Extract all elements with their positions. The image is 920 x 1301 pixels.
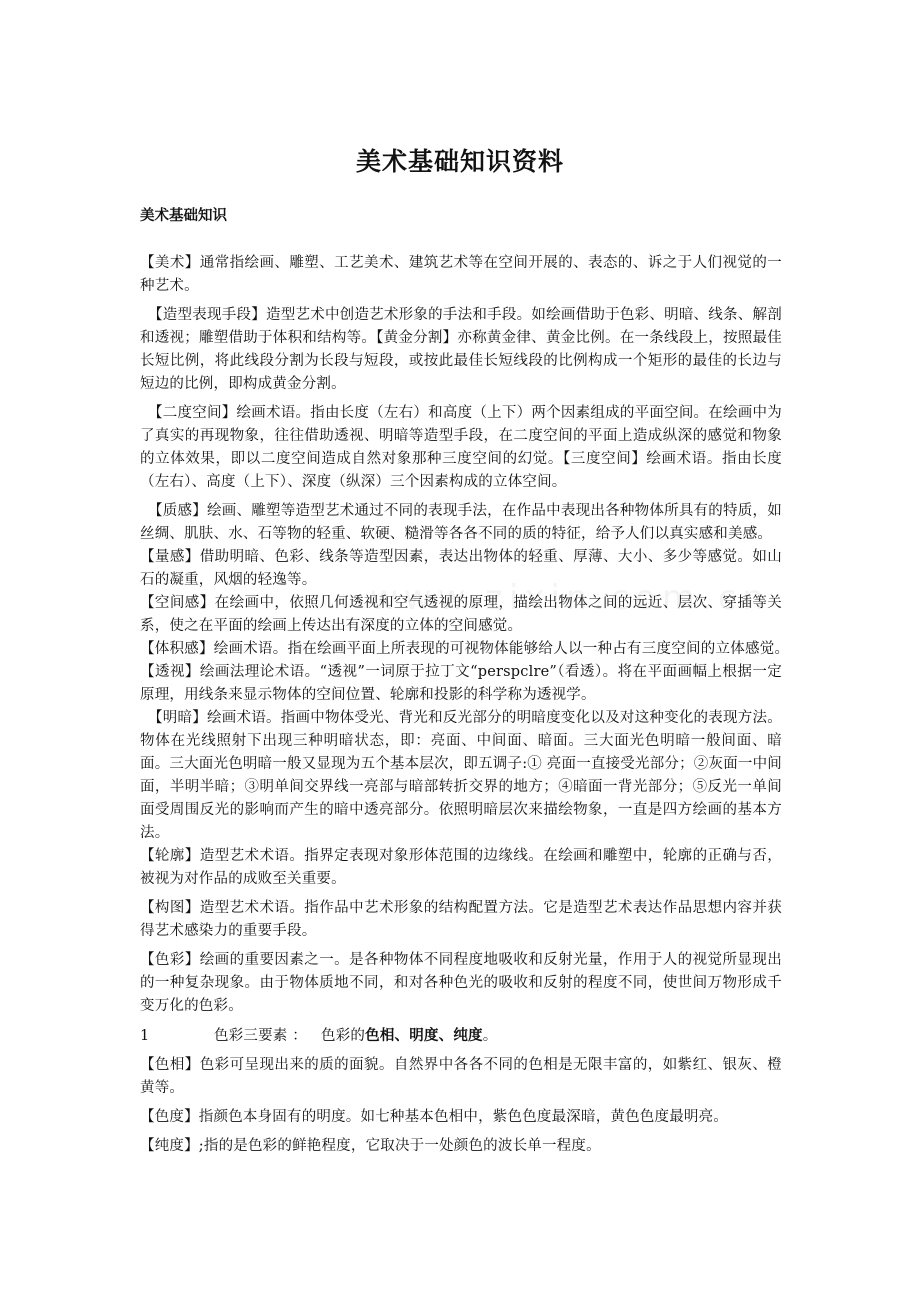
paragraph-lunkuo: 【轮廓】造型艺术术语。指界定表现对象形体范围的边缘线。在绘画和雕塑中，轮廓的正确与否，被视为对作品的成败至关重要。 xyxy=(140,848,782,887)
document-body xyxy=(140,252,797,1158)
paragraph-lianggan: 【量感】借助明暗、色彩、线条等造型因素，表达出物体的轻重、厚薄、大小、多少等感觉。如山石的凝重，风烟的轻逸等。 xyxy=(140,549,782,588)
paragraph-kongjiangan: 【空间感】在绘画中，依照几何透视和空气透视的原理，描绘出物体之间的远近、层次、穿插等关系，使之在平面的绘画上传达出有深度的立体的空间感觉。 xyxy=(140,595,782,634)
list-lead: 色彩的 xyxy=(321,1028,366,1044)
paragraph-sexiang: 【色相】色彩可呈现出来的质的面貌。自然界中各各不同的色相是无限丰富的，如紫红、银灰、橙黄等。 xyxy=(140,1057,782,1096)
paragraph-meishu: 【美术】通常指绘画、雕塑、工艺美术、建筑艺术等在空间开展的、表态的、诉之于人们视觉的一种艺术。 xyxy=(140,255,782,294)
paragraph-mingan: 【明暗】绘画术语。指画中物体受光、背光和反光部分的明暗度变化以及对这种变化的表现方法。物体在光线照射下出现三种明暗状态，即：亮面、中间面、暗面。三大面光色明暗一般间面、暗面。三大面光色明暗一般又显现为五个基本层次，即五调子:① 亮面一直接受光部分；②灰面一中间面，半明半暗；③明单间交界线一亮部与暗部转折交界的地方；④暗面一背光部分；⑤反光一单间面受周围反光的影响而产生的暗中透亮部分。依照明暗层次来描绘物象，一直是四方绘画的基本方法。 xyxy=(140,710,782,841)
paragraph-secai: 【色彩】绘画的重要因素之一。是各种物体不同程度地吸收和反射光量，作用于人的视觉所显现出的一种复杂现象。由于物体质地不同，和对各种色光的吸收和反射的程度不同，使世间万物形成千变万化的色彩。 xyxy=(140,952,782,1014)
paragraph-zaoxing: 【造型表现手段】造型艺术中创造艺术形象的手法和手段。如绘画借助于色彩、明暗、线条、解剖和透视；雕塑借助于体积和结构等。【黄金分割】亦称黄金律、黄金比例。在一条线段上，按照最佳长短比例，将此线段分割为长段与短段，或按此最佳长短线段的比例构成一个矩形的最佳的长边与短边的比例，即构成黄金分割。 xyxy=(140,307,782,392)
document-title: 美术基础知识资料 xyxy=(355,147,564,176)
paragraph-chundu: 【纯度】;指的是色彩的鲜艳程度，它取决于一处颜色的波长单一程度。 xyxy=(140,1138,601,1154)
paragraph-sedu: 【色度】指颜色本身固有的明度。如七种基本色相中，紫色色度最深暗，黄色色度最明亮。 xyxy=(140,1109,728,1125)
list-terms: 色相、明度、纯度 xyxy=(365,1027,483,1044)
paragraph-zhigan: 【质感】绘画、雕塑等造型艺术通过不同的表现手法，在作品中表现出各种物体所具有的特质，如丝绸、肌肤、水、石等物的轻重、软硬、糙滑等各各不同的质的特征，给予人们以真实感和美感。 xyxy=(140,503,782,542)
list-number: 1 xyxy=(140,1028,150,1044)
paragraph-tijigan: 【体积感】绘画术语。指在绘画平面上所表现的可视物体能够给人以一种占有三度空间的立体感觉。 【透视】绘画法理论术语。“透视”一词原于拉丁文“perspclre”（看透）。将在平面画幅上根据一定原理，用线条来显示物体的空间位置、轮廓和投影的科学称为透视学。 xyxy=(140,641,797,703)
list-label: 色彩三要素 ： xyxy=(214,1028,308,1044)
paragraph-goutu: 【构图】造型艺术术语。指作品中艺术形象的结构配置方法。它是造型艺术表达作品思想内容并获得艺术感染力的重要手段。 xyxy=(140,900,782,939)
list-end: 。 xyxy=(482,1028,498,1044)
section-heading: 美术基础知识 xyxy=(140,208,227,224)
paragraph-erdu-kongjian: 【二度空间】绘画术语。指由长度（左右）和高度（上下）两个因素组成的平面空间。在绘画中为了真实的再现物象，往往借助透视、明暗等造型手段，在二度空间的平面上造成纵深的感觉和物象的立体效果，即以二度空间造成自然对象那种三度空间的幻觉。【三度空间】绘画术语。指由长度（左右）、高度（上下）、深度（纵深）三个因素构成的立体空间。 xyxy=(140,405,782,490)
color-elements-line xyxy=(140,1024,782,1048)
